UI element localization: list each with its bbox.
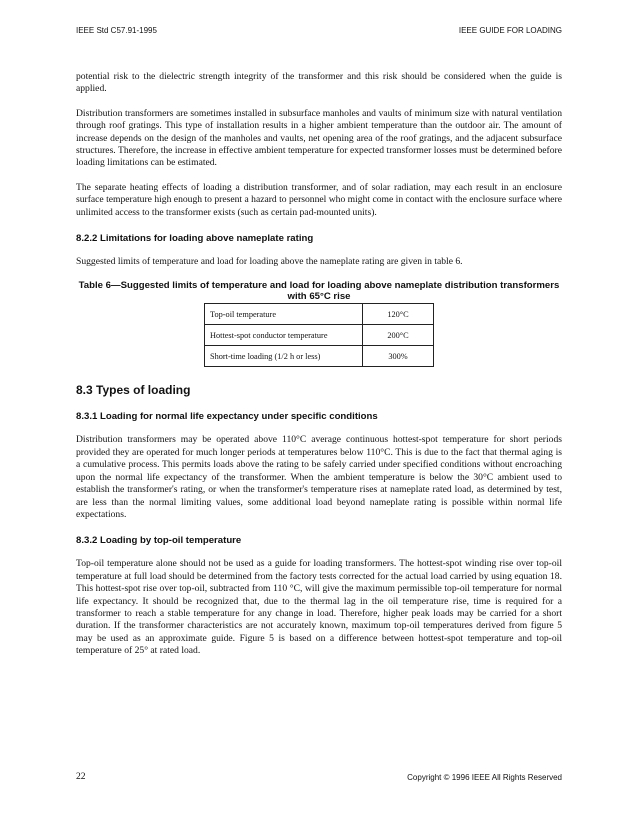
table-cell-value: 300%: [363, 346, 434, 367]
table-cell-label: Short-time loading (1/2 h or less): [205, 346, 363, 367]
page-content: [76, 71, 562, 670]
running-header-title: IEEE GUIDE FOR LOADING: [458, 26, 562, 35]
paragraph-risk: potential risk to the dielectric strength integrity of the transformer and this risk should be considered when the guide is applied.: [76, 71, 562, 95]
paragraph-top-oil: Top-oil temperature alone should not be used as a guide for loading transformers. The hottest-spot winding rise over top-oil temperature at full load should be determined from the factory tests corrected for the actual load carried by using equation 18. This hottest-spot rise over top-oil, subtracted from 110 °C, will give the maximum permissible top-oil temperature for normal life expectancy. It should be recognized that, due to the thermal lag in the oil temperature rise, time is required for a transformer to reach a stable temperature for any change in load. Therefore, higher peak loads may be carried for a short duration. If the transformer characteristics are not accurately known, maximum top-oil temperatures derived from figure 5 may be used as an approximate guide. Figure 5 is based on a difference between hottest-spot temperature and top-oil temperature of 25° at rated load.: [76, 558, 562, 657]
page-number: 22: [76, 771, 86, 782]
running-header-standard: IEEE Std C57.91-1995: [76, 26, 157, 35]
heading-8-3: 8.3 Types of loading: [76, 383, 191, 398]
paragraph-heating-effects: The separate heating effects of loading a distribution transformer, and of solar radiation, may each result in an enclosure surface temperature high enough to present a hazard to personnel who might come in contact with the enclosure surface where unlimited access to the transformer exists (such as certain pad-mounted units).: [76, 181, 562, 218]
paragraph-normal-life: Distribution transformers may be operated above 110°C average continuous hottest-spot temperature for short periods provided they are operated for much longer periods at temperatures below 110°C. This is due to the fact that thermal aging is a cumulative process. This permits loads above the rating to be safely carried under specified conditions without encroaching upon the normal life expectancy of the transformer. When the ambient temperature is below the 30°C ambient used to establish the transformer's rating, or when the transformer's temperature rises at nameplate rated load, as determined by test, are less than the normal limiting values, some additional load beyond nameplate rating is possible within normal life expectations.: [76, 434, 562, 520]
table-caption: Table 6—Suggested limits of temperature and load for loading above nameplate distribution transformers with 65°C rise: [78, 280, 560, 303]
heading-8-3-1: 8.3.1 Loading for normal life expectancy under specific conditions: [76, 411, 378, 423]
paragraph-subsurface: Distribution transformers are sometimes installed in subsurface manholes and vaults of minimum size with natural ventilation through roof gratings. This type of installation results in a higher ambient temperature than the outdoor air. The amount of increase depends on the design of the manholes and vaults, net opening area of the roof gratings, and the adjacent subsurface structures. Therefore, the increase in effective ambient temperature for expected transformer losses must be determined before loading limitations can be estimated.: [76, 107, 562, 169]
table-row: [205, 304, 434, 325]
table-cell-value: 200°C: [363, 325, 434, 346]
table-cell-value: 120°C: [363, 304, 434, 325]
table-cell-label: Top-oil temperature: [205, 304, 363, 325]
paragraph-suggested-limits: Suggested limits of temperature and load for loading above the nameplate rating are given in table 6.: [76, 256, 463, 268]
table-cell-label: Hottest-spot conductor temperature: [205, 325, 363, 346]
table-row: [205, 325, 434, 346]
copyright-notice: Copyright © 1996 IEEE All Rights Reserved: [407, 773, 562, 782]
limits-table: [204, 303, 434, 367]
table-row: [205, 346, 434, 367]
heading-8-2-2: 8.2.2 Limitations for loading above nameplate rating: [76, 233, 314, 245]
heading-8-3-2: 8.3.2 Loading by top-oil temperature: [76, 535, 242, 547]
